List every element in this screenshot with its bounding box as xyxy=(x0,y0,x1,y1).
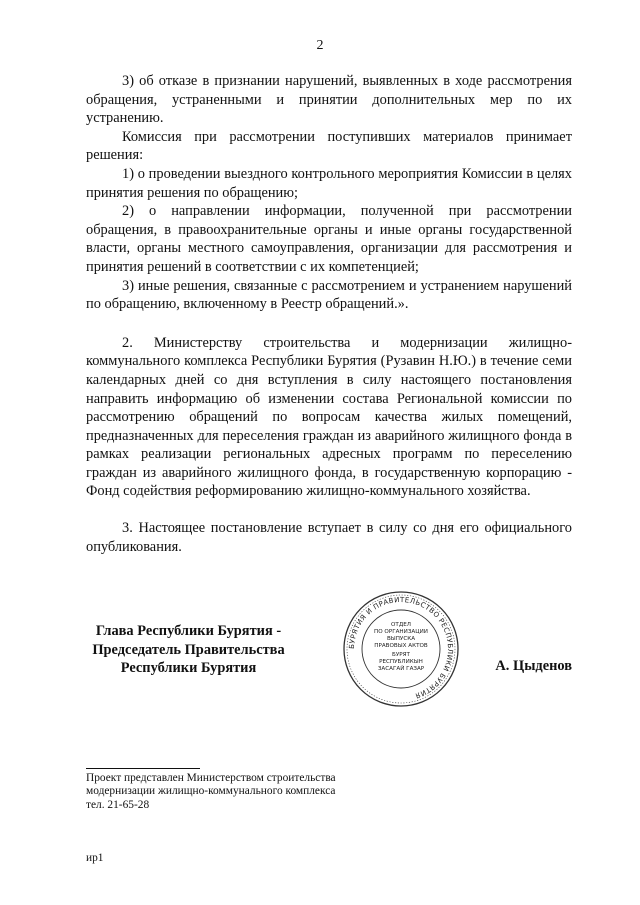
paragraph-clause-2: 2. Министерству строительства и модернизации жилищно-коммунального комплекса Республики Бурятия (Рузавин Н.Ю.) в течение семи календарных дней со дня вступления в силу настоящего постановления направить информацию об изменении состава Региональной комиссии по рассмотрению обращений по вопросам качества жилых помещений, предназначенных для переселения граждан из аварийного жилищного фонда в рамках реализации региональных адресных программ по переселению граждан из аварийного жилищного фонда, в государственную корпорацию - Фонд содействия реформированию жилищно-коммунального хозяйства. xyxy=(86,334,572,500)
footnote xyxy=(86,768,386,812)
document-body xyxy=(86,72,572,556)
paragraph-decision-1: 1) о проведении выездного контрольного мероприятия Комиссии в целях принятия решения по обращению; xyxy=(86,165,572,201)
paragraph-commission: Комиссия при рассмотрении поступивших материалов принимает решения: xyxy=(86,128,572,164)
page-number: 2 xyxy=(316,38,324,53)
seal-center-text: БУРЯТ xyxy=(392,652,410,658)
footnote-divider xyxy=(86,768,200,769)
signatory-title xyxy=(86,622,291,678)
signatory-name: А. Цыденов xyxy=(495,658,572,674)
signatory-title-line: Республики Бурятия xyxy=(120,660,257,677)
paragraph-decision-2: 2) о направлении информации, полученной при рассмотрении обращения, в правоохранительные органы и иные органы государственной власти, органы местного самоуправления, организации для рассмотрения и принятия решений в соответствии с их компетенцией; xyxy=(86,203,572,275)
paragraph-item-3: 3) об отказе в признании нарушений, выявленных в ходе рассмотрения обращения, устраненными и принятии дополнительных мер по их устранению. xyxy=(86,73,572,127)
seal-center-text: ВЫПУСКА xyxy=(386,636,416,642)
footnote-line: модернизации жилищно-коммунального комплекса xyxy=(86,785,336,798)
seal-center-text: РЕСПУБЛИКЫН xyxy=(379,659,423,665)
seal-center-text: ПРАВОВЫХ АКТОВ xyxy=(374,643,428,649)
footnote-line: Проект представлен Министерством строительства xyxy=(86,772,336,784)
seal-ring-text: БУРЯТИЯ И ПРАВИТЕЛЬСТВО РЕСПУБЛИКИ БУРЯТИЯ xyxy=(347,595,455,700)
document-code: ир1 xyxy=(86,852,104,864)
seal-center-text: ОТДЕЛ xyxy=(391,622,411,628)
seal-center-text: ПО ОРГАНИЗАЦИИ xyxy=(374,629,428,635)
paragraph-decision-3: 3) иные решения, связанные с рассмотрением и устранением нарушений по обращению, включенному в Реестр обращений.». xyxy=(86,277,572,313)
official-seal xyxy=(342,590,460,708)
seal-center-text: ЗАСАГАЙ ГАЗАР xyxy=(377,666,425,672)
signatory-title-line: Председатель Правительства xyxy=(92,641,285,658)
signatory-title-line: Глава Республики Бурятия - xyxy=(95,623,282,639)
paragraph-clause-3: 3. Настоящее постановление вступает в силу со дня его официального опубликования. xyxy=(86,520,572,555)
signature-block xyxy=(86,595,572,714)
footnote-line: тел. 21-65-28 xyxy=(86,798,150,811)
